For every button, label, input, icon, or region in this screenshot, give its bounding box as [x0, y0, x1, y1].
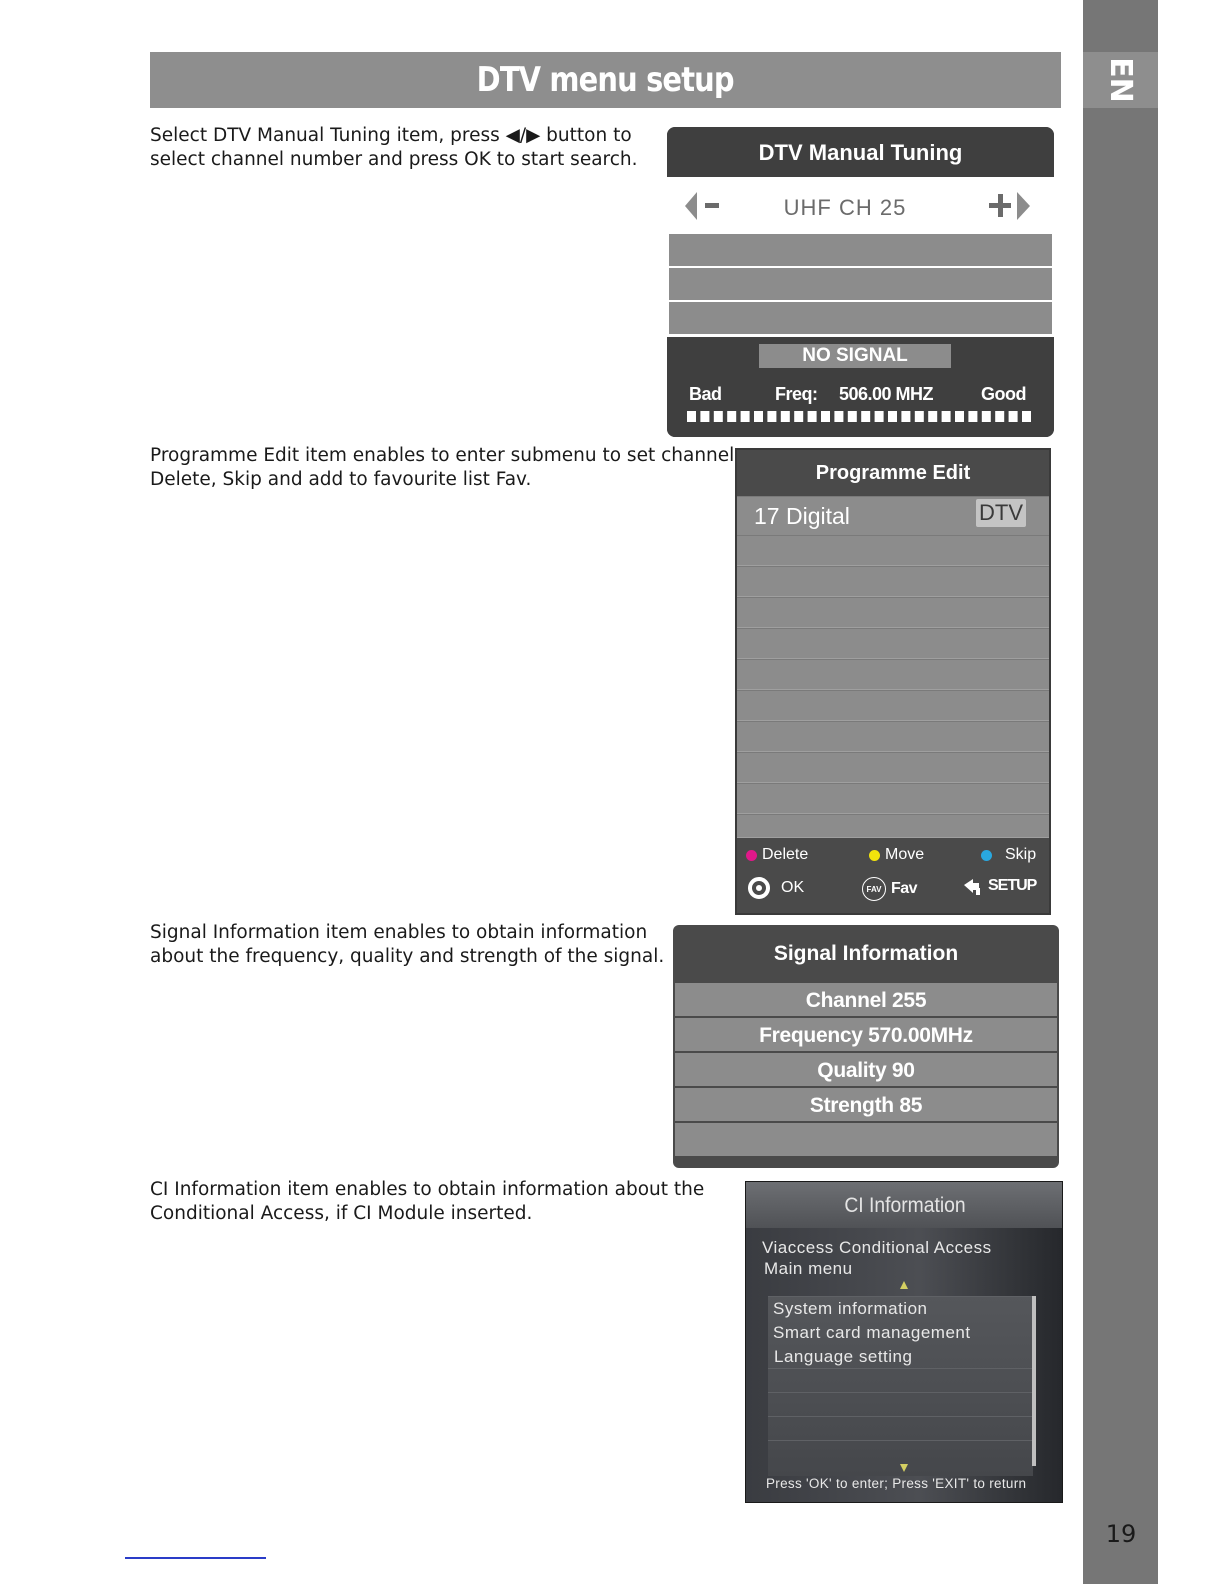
setup-action[interactable]: SETUP — [963, 877, 1036, 895]
no-signal-status: NO SIGNAL — [759, 344, 951, 368]
ci-menu-item[interactable]: Language setting — [774, 1347, 913, 1366]
channel-list-item[interactable] — [737, 497, 1049, 535]
channel-list-item[interactable] — [737, 691, 1049, 721]
channel-value: UHF CH 25 — [783, 195, 907, 220]
channel-list-item[interactable] — [737, 784, 1049, 814]
blue-button-icon — [981, 850, 992, 861]
bad-label: Bad — [689, 384, 722, 404]
delete-action[interactable]: Delete — [746, 846, 808, 864]
signal-segment — [982, 411, 991, 422]
channel-list-item[interactable] — [737, 598, 1049, 628]
signal-segment — [714, 411, 723, 422]
signal-segment — [754, 411, 763, 422]
signal-information-description: Signal Information item enables to obtain information about the frequency, quality and strength of the signal. — [150, 922, 665, 967]
ci-footer-hint: Press 'OK' to enter; Press 'EXIT' to return — [766, 1476, 1027, 1491]
signal-segment — [781, 411, 790, 422]
signal-segment — [727, 411, 736, 422]
tuning-row — [669, 234, 1052, 266]
fav-button-icon: FAV — [862, 877, 886, 901]
signal-segment — [875, 411, 884, 422]
signal-segment — [741, 411, 750, 422]
channel-list-item[interactable] — [737, 660, 1049, 690]
signal-information-title: Signal Information — [773, 942, 959, 965]
signal-segment — [968, 411, 977, 422]
signal-segment — [834, 411, 843, 422]
signal-meter — [667, 337, 1054, 437]
channel-list-item[interactable] — [737, 722, 1049, 752]
signal-channel-row: Channel 255 — [675, 983, 1057, 1016]
signal-segment — [794, 411, 803, 422]
channel-list-item[interactable] — [737, 753, 1049, 783]
signal-empty-row — [675, 1123, 1057, 1156]
frequency-value: 506.00 MHZ — [839, 384, 934, 404]
skip-action[interactable]: Skip — [981, 846, 1036, 864]
ci-scrollbar[interactable] — [1032, 1296, 1036, 1466]
return-arrow-icon — [963, 877, 983, 895]
dtv-manual-tuning-panel — [667, 127, 1054, 437]
signal-segment — [700, 411, 709, 422]
signal-segment — [955, 411, 964, 422]
ci-information-description: CI Information item enables to obtain information about the Conditional Access, if CI Module inserted. — [150, 1179, 705, 1224]
channel-name: 17 Digital — [754, 503, 850, 529]
programme-edit-description: Programme Edit item enables to enter submenu to set channel Delete, Skip and add to favourite list Fav. — [150, 445, 735, 490]
channel-selector[interactable] — [667, 177, 1054, 359]
plus-arrow-right-icon[interactable] — [985, 189, 1035, 223]
signal-information-panel — [673, 925, 1059, 1168]
fav-action[interactable]: FAV Fav — [862, 877, 917, 901]
ok-button-icon — [748, 877, 770, 899]
channel-type-badge: DTV — [976, 499, 1026, 527]
signal-quality-row: Quality 90 — [675, 1053, 1057, 1086]
tuning-row — [669, 268, 1052, 300]
signal-segment — [808, 411, 817, 422]
channel-list-item[interactable] — [737, 629, 1049, 659]
signal-segment — [942, 411, 951, 422]
scroll-down-icon[interactable] — [900, 1464, 908, 1472]
yellow-button-icon — [869, 850, 880, 861]
tuning-panel-title: DTV Manual Tuning — [667, 127, 1054, 177]
footnote-rule — [125, 1557, 266, 1559]
signal-segment — [915, 411, 924, 422]
programme-edit-title: Programme Edit — [737, 450, 1049, 496]
page-header — [150, 52, 1061, 108]
ci-menu-item[interactable]: Smart card management — [773, 1323, 971, 1342]
signal-segment — [1022, 411, 1031, 422]
language-tab: EN — [1103, 57, 1138, 103]
signal-frequency-row: Frequency 570.00MHz — [675, 1018, 1057, 1051]
good-label: Good — [981, 384, 1026, 404]
signal-segment — [687, 411, 696, 422]
manual-tuning-description: Select DTV Manual Tuning item, press ◀/▶ button to select channel number and press OK to start search. — [150, 125, 638, 170]
channel-list-item[interactable] — [737, 567, 1049, 597]
side-strip — [1083, 0, 1158, 1584]
signal-segment — [848, 411, 857, 422]
signal-segment — [901, 411, 910, 422]
red-button-icon — [746, 850, 757, 861]
channel-list-item[interactable] — [737, 815, 1049, 838]
signal-segment — [995, 411, 1004, 422]
signal-strength-bar — [687, 411, 1033, 422]
channel-list-item[interactable] — [737, 536, 1049, 566]
programme-edit-panel — [735, 448, 1051, 915]
signal-segment — [888, 411, 897, 422]
ok-action[interactable]: OK — [748, 877, 804, 899]
signal-segment — [861, 411, 870, 422]
page-title: DTV menu setup — [476, 60, 735, 100]
ci-information-title: CI Information — [844, 1194, 966, 1217]
page-number: 19 — [1105, 1520, 1137, 1548]
signal-segment — [821, 411, 830, 422]
ci-header-line1: Viaccess Conditional Access — [762, 1238, 992, 1257]
signal-strength-row: Strength 85 — [675, 1088, 1057, 1121]
move-action[interactable]: Move — [869, 846, 924, 864]
ci-header-line2: Main menu — [764, 1259, 853, 1278]
signal-segment — [1009, 411, 1018, 422]
signal-segment — [767, 411, 776, 422]
ci-information-panel — [745, 1181, 1063, 1503]
programme-edit-legend — [737, 838, 1049, 913]
signal-segment — [928, 411, 937, 422]
tuning-row — [669, 302, 1052, 334]
scroll-up-icon[interactable] — [900, 1281, 908, 1289]
ci-menu-item[interactable]: System information — [773, 1299, 928, 1318]
frequency-label: Freq: — [775, 384, 818, 404]
